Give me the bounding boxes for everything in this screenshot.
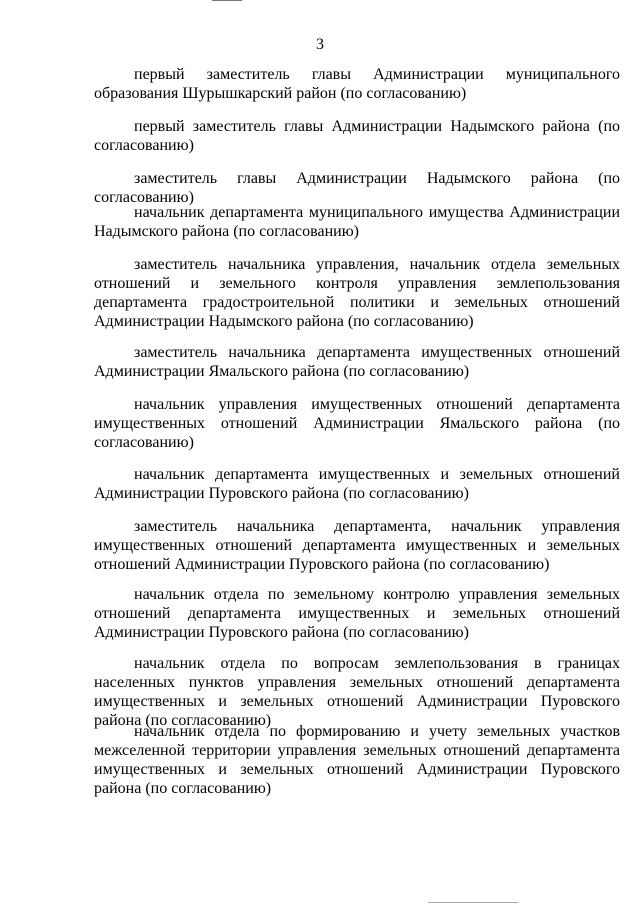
scan-mark <box>212 0 242 1</box>
list-item: начальник отдела по земельному контролю управления земельных отношений департамента имущественных и земельных отношений Администрации Пуровского района (по согласованию) <box>94 586 620 641</box>
page-number: 3 <box>316 36 324 53</box>
list-item: заместитель начальника департамента имущественных отношений Администрации Ямальского района (по согласованию) <box>94 344 620 380</box>
list-item: первый заместитель главы Администрации муниципального образования Шурышкарский район (по согласованию) <box>94 66 620 102</box>
list-item: первый заместитель главы Администрации Надымского района (по согласованию) <box>94 118 620 154</box>
scan-mark <box>428 902 518 903</box>
list-item: заместитель главы Администрации Надымского района (по согласованию) <box>94 170 620 206</box>
list-item: начальник департамента муниципального имущества Администрации Надымского района (по согласованию) <box>94 204 620 240</box>
list-item: начальник отдела по формированию и учету земельных участков межселенной территории управления земельных отношений департамента имущественных и земельных отношений Администрации Пуровского района (по согласованию) <box>94 723 620 797</box>
list-item: начальник отдела по вопросам землепользования в границах населенных пунктов управления земельных отношений департамента имущественных и земельных отношений Администрации Пуровского района (по согласованию) <box>94 655 620 729</box>
list-item: начальник департамента имущественных и земельных отношений Администрации Пуровского района (по согласованию) <box>94 466 620 502</box>
list-item: начальник управления имущественных отношений департамента имущественных отношений Администрации Ямальского района (по согласованию) <box>94 396 620 451</box>
list-item: заместитель начальника управления, начальник отдела земельных отношений и земельного контроля управления землепользования департамента градостроительной политики и земельных отношений Администрации Надымского района (по согласованию) <box>94 256 620 330</box>
list-item: заместитель начальника департамента, начальник управления имущественных отношений департамента имущественных и земельных отношений Администрации Пуровского района (по согласованию) <box>94 518 620 573</box>
